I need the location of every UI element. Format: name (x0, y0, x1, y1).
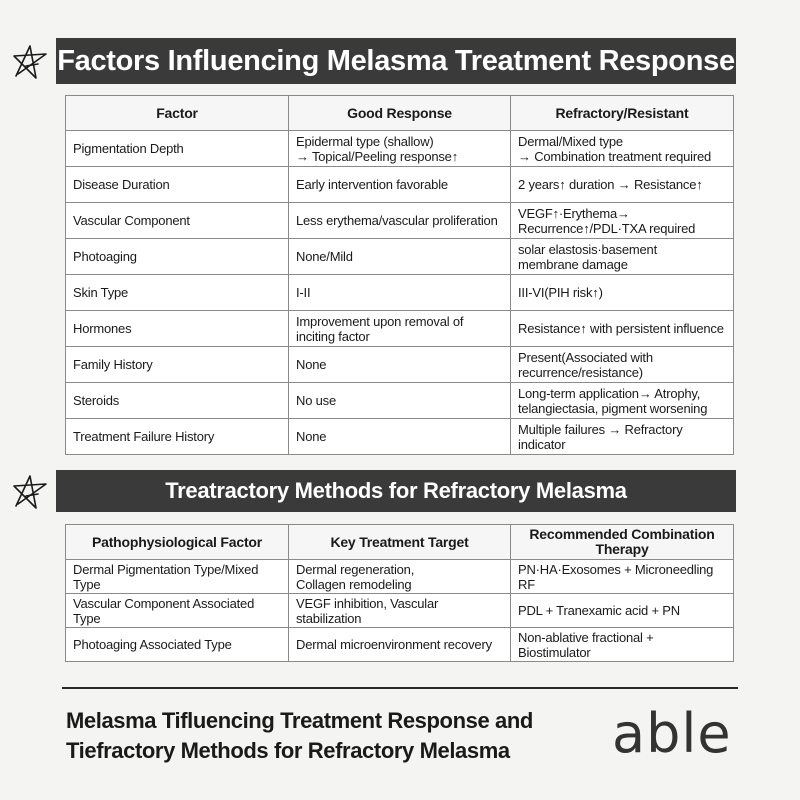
table-row (66, 419, 734, 455)
refractory-cell: 2 years↑ duration → Resistance↑ (511, 167, 734, 203)
pathophysiological-factor-cell: Dermal Pigmentation Type/Mixed Type (66, 560, 289, 594)
factor-cell: Hormones (66, 311, 289, 347)
refractory-cell: Dermal/Mixed type → Combination treatment required (511, 131, 734, 167)
footer-title (66, 706, 606, 766)
table-row (66, 383, 734, 419)
treatment-target-cell: Dermal regeneration, Collagen remodeling (289, 560, 511, 594)
table-row (66, 594, 734, 628)
good-response-cell: Improvement upon removal of inciting factor (289, 311, 511, 347)
table-row (66, 239, 734, 275)
table-row (66, 347, 734, 383)
column-header: Refractory/Resistant (511, 96, 734, 131)
pathophysiological-factor-cell: Photoaging Associated Type (66, 628, 289, 662)
column-header: Pathophysiological Factor (66, 525, 289, 560)
factor-cell: Disease Duration (66, 167, 289, 203)
refractory-cell: Long-term application→ Atrophy, telangiectasia, pigment worsening (511, 383, 734, 419)
column-header: Key Treatment Target (289, 525, 511, 560)
table-row (66, 167, 734, 203)
factor-cell: Skin Type (66, 275, 289, 311)
column-header: Good Response (289, 96, 511, 131)
good-response-cell: No use (289, 383, 511, 419)
pathophysiological-factor-cell: Vascular Component Associated Type (66, 594, 289, 628)
column-header: Recommended Combination Therapy (511, 525, 734, 560)
table-row (66, 203, 734, 239)
refractory-cell: Present(Associated with recurrence/resistance) (511, 347, 734, 383)
refractory-cell: VEGF↑·Erythema→ Recurrence↑/PDL·TXA required (511, 203, 734, 239)
good-response-cell: None (289, 347, 511, 383)
footer-title-line: Melasma Tifluencing Treatment Response and (66, 708, 533, 733)
refractory-cell: Resistance↑ with persistent influence (511, 311, 734, 347)
treatment-target-cell: VEGF inhibition, Vascular stabilization (289, 594, 511, 628)
refractory-cell: III-VI(PIH risk↑) (511, 275, 734, 311)
factor-cell: Vascular Component (66, 203, 289, 239)
table-row (66, 275, 734, 311)
factor-cell: Treatment Failure History (66, 419, 289, 455)
methods-table (65, 524, 734, 662)
treatment-target-cell: Dermal microenvironment recovery (289, 628, 511, 662)
column-header: Factor (66, 96, 289, 131)
table-row (66, 311, 734, 347)
combination-therapy-cell: PN·HA·Exosomes + Microneedling RF (511, 560, 734, 594)
factor-cell: Pigmentation Depth (66, 131, 289, 167)
table-row (66, 560, 734, 594)
factor-cell: Steroids (66, 383, 289, 419)
refractory-cell: Multiple failures → Refractory indicator (511, 419, 734, 455)
table-header-row (66, 525, 734, 560)
table-row (66, 628, 734, 662)
table-header-row (66, 96, 734, 131)
combination-therapy-cell: Non-ablative fractional + Biostimulator (511, 628, 734, 662)
page-title: Factors Influencing Melasma Treatment Response (56, 38, 736, 84)
good-response-cell: Epidermal type (shallow) → Topical/Peeling response↑ (289, 131, 511, 167)
footer-title-line: Tiefractory Methods for Refractory Melasma (66, 738, 510, 763)
combination-therapy-cell: PDL + Tranexamic acid + PN (511, 594, 734, 628)
star-doodle-icon (10, 472, 50, 512)
good-response-cell: Early intervention favorable (289, 167, 511, 203)
factors-table (65, 95, 734, 455)
section-title: Treatractory Methods for Refractory Melasma (56, 470, 736, 512)
good-response-cell: Less erythema/vascular proliferation (289, 203, 511, 239)
star-doodle-icon (10, 42, 50, 82)
good-response-cell: None/Mild (289, 239, 511, 275)
divider (62, 687, 738, 689)
table-row (66, 131, 734, 167)
refractory-cell: solar elastosis·basement membrane damage (511, 239, 734, 275)
good-response-cell: None (289, 419, 511, 455)
brand-logo: able (612, 702, 732, 765)
good-response-cell: I-II (289, 275, 511, 311)
factor-cell: Family History (66, 347, 289, 383)
factor-cell: Photoaging (66, 239, 289, 275)
